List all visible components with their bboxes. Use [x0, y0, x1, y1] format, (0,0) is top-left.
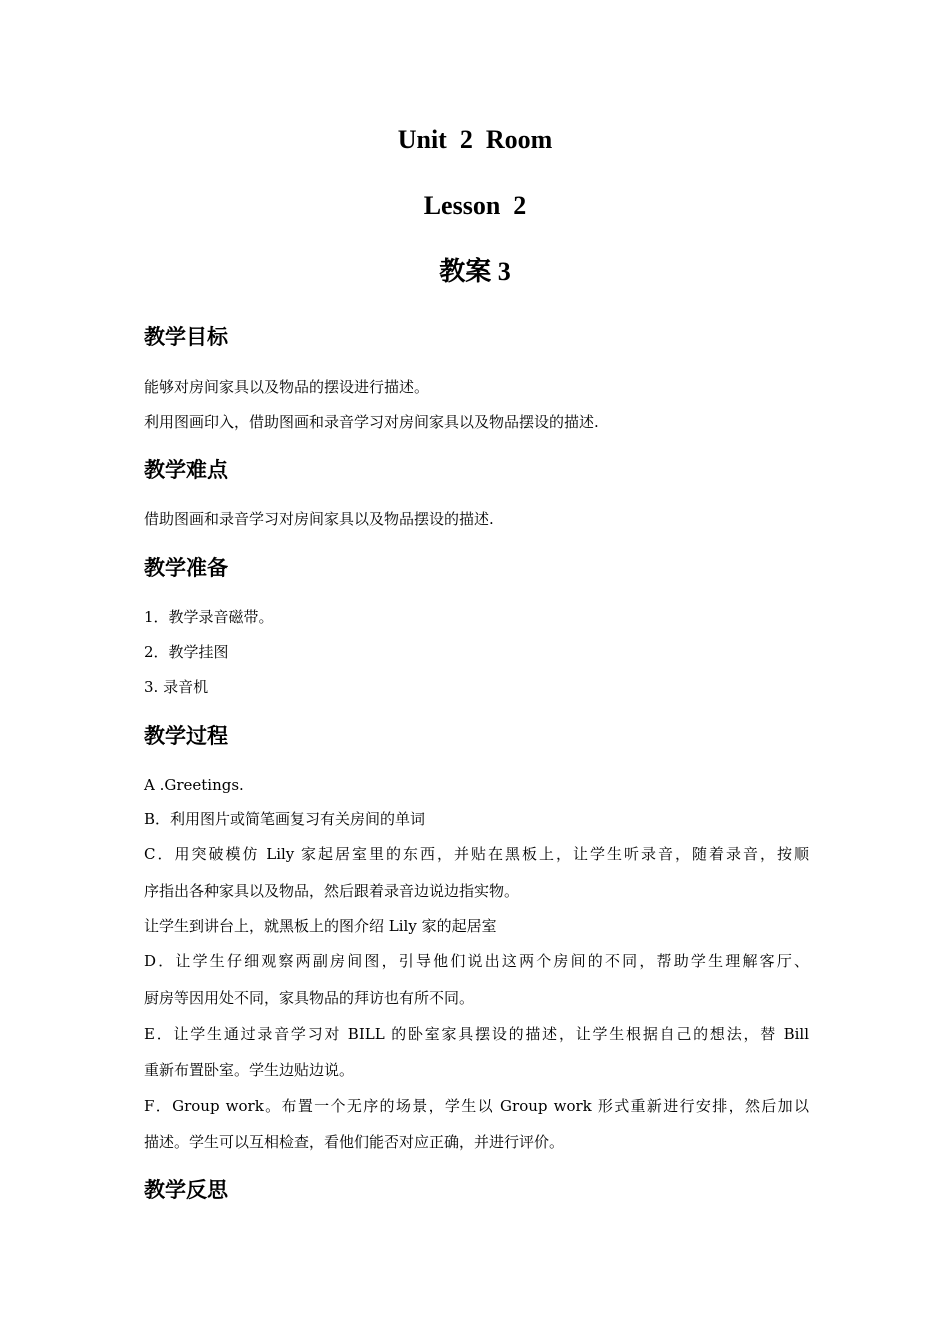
process-heading: 教学过程 — [144, 724, 228, 748]
preparation-line: 2．教学挂图 — [144, 643, 229, 661]
preparation-line: 1．教学录音磁带。 — [144, 608, 274, 626]
difficulty-heading: 教学难点 — [144, 458, 228, 482]
process-line: 重新布置卧室。学生边贴边说。 — [144, 1061, 355, 1079]
process-line: 厨房等因用处不同，家具物品的拜访也有所不同。 — [144, 989, 475, 1007]
process-line: 描述。学生可以互相检查，看他们能否对应正确，并进行评价。 — [144, 1133, 565, 1151]
preparation-line: 3. 录音机 — [144, 678, 209, 696]
difficulty-line: 借助图画和录音学习对房间家具以及物品摆设的描述. — [144, 510, 494, 528]
process-line: A .Greetings. — [144, 776, 244, 794]
process-line: 让学生到讲台上，就黑板上的图介绍 Lily 家的起居室 — [144, 917, 497, 935]
process-line: D．让学生仔细观察两副房间图，引导他们说出这两个房间的不同，帮助学生理解客厅、 — [144, 952, 809, 970]
process-line: F．Group work。布置一个无序的场景，学生以 Group work 形式重新进行安排，然后加以 — [144, 1097, 809, 1115]
preparation-heading: 教学准备 — [144, 556, 228, 580]
goals-heading: 教学目标 — [144, 325, 228, 349]
reflection-heading: 教学反思 — [144, 1178, 228, 1202]
unit-title: Unit 2 Room — [397, 125, 553, 154]
goals-line: 能够对房间家具以及物品的摆设进行描述。 — [144, 378, 430, 396]
goals-line: 利用图画印入，借助图画和录音学习对房间家具以及物品摆设的描述. — [144, 413, 599, 431]
process-line: B．利用图片或简笔画复习有关房间的单词 — [144, 810, 426, 828]
process-line: C．用突破模仿 Lily 家起居室里的东西，并贴在黑板上，让学生听录音，随着录音，按顺 — [144, 845, 809, 863]
plan-title: 教案 3 — [439, 257, 511, 286]
lesson-title: Lesson 2 — [423, 191, 527, 220]
process-line: 序指出各种家具以及物品，然后跟着录音边说边指实物。 — [144, 882, 520, 900]
process-line: E．让学生通过录音学习对 BILL 的卧室家具摆设的描述，让学生根据自己的想法，替 Bill — [144, 1025, 809, 1043]
